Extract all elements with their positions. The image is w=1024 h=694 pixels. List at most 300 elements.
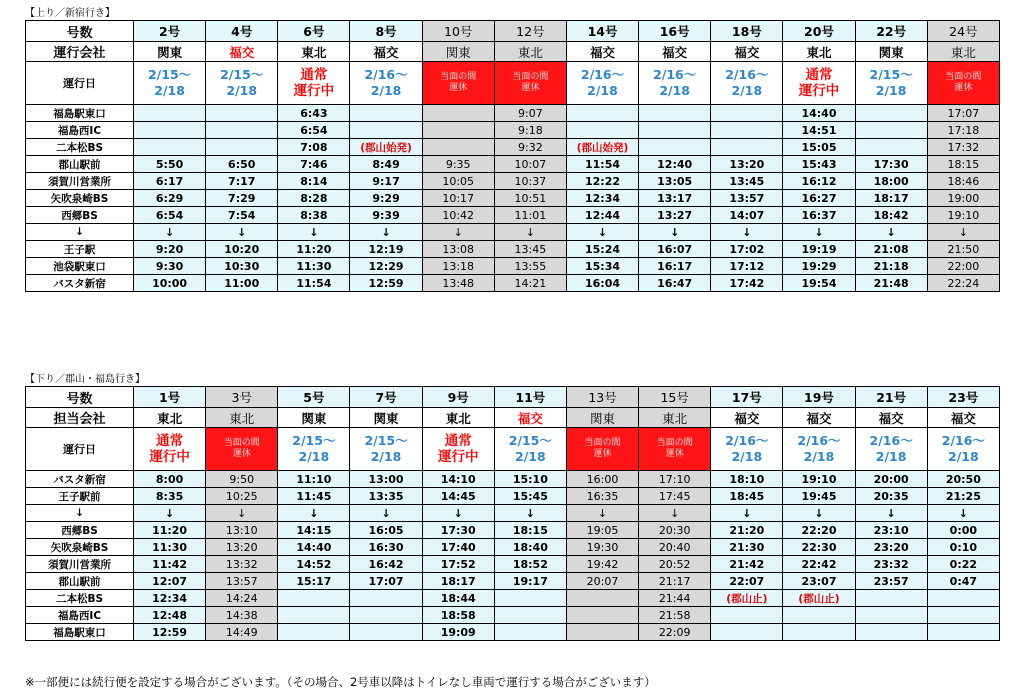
departure-time: 15:45 — [494, 488, 566, 505]
operator-company: 福交 — [350, 42, 422, 62]
departure-time: 6:54 — [134, 207, 206, 224]
stop-row — [26, 624, 1000, 641]
departure-time: 17:07 — [350, 573, 422, 590]
departure-time: 17:30 — [855, 156, 927, 173]
departure-time: 18:00 — [855, 173, 927, 190]
operation-day-line: 運休 — [232, 449, 251, 459]
stop-name: 矢吹泉崎BS — [26, 539, 134, 556]
operation-day-line: 運休 — [954, 83, 973, 93]
departure-time: 13:45 — [494, 241, 566, 258]
departure-time: ↓ — [494, 224, 566, 241]
departure-time: 6:54 — [278, 122, 350, 139]
stop-name: 二本松BS — [26, 139, 134, 156]
departure-time: 15:17 — [278, 573, 350, 590]
departure-time: 17:42 — [711, 275, 783, 292]
departure-time — [422, 122, 494, 139]
bus-number: 8号 — [350, 21, 422, 42]
operation-day-label: 運行日 — [26, 428, 134, 471]
operation-day — [927, 62, 999, 105]
departure-time — [566, 624, 638, 641]
operation-day — [278, 62, 350, 105]
bus-number: 6号 — [278, 21, 350, 42]
departure-time: 15:34 — [566, 258, 638, 275]
departure-time: 13:57 — [711, 190, 783, 207]
departure-time: 7:46 — [278, 156, 350, 173]
departure-time — [494, 624, 566, 641]
departure-time: ↓ — [206, 224, 278, 241]
departure-time: 17:45 — [639, 488, 711, 505]
departure-time: 21:58 — [639, 607, 711, 624]
departure-time — [855, 139, 927, 156]
departure-time: 19:42 — [566, 556, 638, 573]
departure-time: 11:30 — [134, 539, 206, 556]
operation-day-line: 運休 — [521, 83, 540, 93]
stop-row — [26, 173, 1000, 190]
stop-name: 福島駅東口 — [26, 105, 134, 122]
departure-time: 14:21 — [494, 275, 566, 292]
departure-time: 18:15 — [494, 522, 566, 539]
departure-time: 18:17 — [855, 190, 927, 207]
operation-day — [350, 428, 422, 471]
departure-time: 19:05 — [566, 522, 638, 539]
operation-day-line: 通常 — [156, 433, 184, 449]
departure-time — [350, 624, 422, 641]
departure-time: 19:09 — [422, 624, 494, 641]
operation-day-line: 当面の間 — [656, 438, 693, 448]
operation-day-line: 2/18 — [515, 449, 546, 464]
bus-number: 9号 — [422, 387, 494, 408]
bus-number: 5号 — [278, 387, 350, 408]
departure-time: ↓ — [855, 224, 927, 241]
stop-name: バスタ新宿 — [26, 275, 134, 292]
bus-number: 20号 — [783, 21, 855, 42]
operator-company: 福交 — [494, 408, 566, 428]
departure-time: ↓ — [927, 224, 999, 241]
departure-time: 23:57 — [855, 573, 927, 590]
departure-time: 18:52 — [494, 556, 566, 573]
stop-name: 須賀川営業所 — [26, 556, 134, 573]
departure-time: 22:42 — [783, 556, 855, 573]
stop-row — [26, 488, 1000, 505]
operation-day-line: 2/15～ — [147, 67, 192, 82]
stop-name: ↓ — [26, 224, 134, 241]
operation-day-line: 当面の間 — [512, 72, 549, 82]
operation-day — [855, 62, 927, 105]
operation-day-line: 通常 — [805, 67, 833, 83]
departure-time: 0:00 — [927, 522, 999, 539]
stop-row — [26, 224, 1000, 241]
departure-time: 12:59 — [350, 275, 422, 292]
bus-number: 7号 — [350, 387, 422, 408]
stop-row — [26, 139, 1000, 156]
bus-number: 22号 — [855, 21, 927, 42]
operation-day — [350, 62, 422, 105]
departure-time: 21:17 — [639, 573, 711, 590]
departure-time: 17:02 — [711, 241, 783, 258]
stop-name: 福島西IC — [26, 607, 134, 624]
departure-time — [711, 105, 783, 122]
departure-time: 16:42 — [350, 556, 422, 573]
stop-name: バスタ新宿 — [26, 471, 134, 488]
departure-time — [639, 105, 711, 122]
operation-day — [134, 62, 206, 105]
bus-number: 16号 — [639, 21, 711, 42]
departure-time: 13:57 — [206, 573, 278, 590]
departure-time — [711, 139, 783, 156]
departure-time — [566, 105, 638, 122]
departure-time — [639, 122, 711, 139]
departure-time: 10:42 — [422, 207, 494, 224]
departure-time — [494, 590, 566, 607]
operation-day-row — [26, 428, 1000, 471]
departure-time: 15:43 — [783, 156, 855, 173]
operator-company: 福交 — [639, 42, 711, 62]
departure-time: 16:35 — [566, 488, 638, 505]
departure-time: 12:59 — [134, 624, 206, 641]
operation-day-label: 運行日 — [26, 62, 134, 105]
operation-day-line: 運休 — [449, 83, 468, 93]
departure-time: 22:09 — [639, 624, 711, 641]
operation-day — [783, 62, 855, 105]
up-section-title: 【上り／新宿行き】 — [25, 8, 115, 19]
bus-number: 18号 — [711, 21, 783, 42]
departure-time: 13:27 — [639, 207, 711, 224]
bus-number: 14号 — [566, 21, 638, 42]
departure-time: 18:42 — [855, 207, 927, 224]
departure-time — [927, 590, 999, 607]
operation-day-line: 通常 — [444, 433, 472, 449]
departure-time — [422, 139, 494, 156]
operation-day — [927, 428, 999, 471]
up-timetable-section — [25, 8, 1000, 292]
departure-time: 9:07 — [494, 105, 566, 122]
departure-time: 10:00 — [134, 275, 206, 292]
operation-day — [422, 62, 494, 105]
departure-time: 10:17 — [422, 190, 494, 207]
departure-time: 16:30 — [350, 539, 422, 556]
operation-day-line: 2/18 — [731, 449, 763, 464]
departure-time: 13:08 — [422, 241, 494, 258]
stop-name: 西郷BS — [26, 522, 134, 539]
departure-time — [783, 590, 855, 607]
operation-day — [566, 428, 638, 471]
departure-time: 6:29 — [134, 190, 206, 207]
departure-time: 13:10 — [206, 522, 278, 539]
departure-time: 14:40 — [783, 105, 855, 122]
operation-day-line: 運休 — [665, 449, 684, 459]
departure-time: 20:40 — [639, 539, 711, 556]
bus-number: 13号 — [566, 387, 638, 408]
departure-time: ↓ — [639, 224, 711, 241]
stop-row — [26, 539, 1000, 556]
departure-time: ↓ — [350, 505, 422, 522]
departure-time: 7:08 — [278, 139, 350, 156]
departure-time: ↓ — [350, 224, 422, 241]
departure-time: 12:22 — [566, 173, 638, 190]
departure-time: 18:10 — [711, 471, 783, 488]
operator-company: 東北 — [278, 42, 350, 62]
bus-number: 17号 — [711, 387, 783, 408]
departure-time — [278, 607, 350, 624]
operator-company: 関東 — [350, 408, 422, 428]
departure-time: 13:20 — [206, 539, 278, 556]
departure-time — [134, 122, 206, 139]
departure-time: 20:07 — [566, 573, 638, 590]
departure-time: 19:10 — [783, 471, 855, 488]
operation-day — [494, 428, 566, 471]
departure-time — [855, 122, 927, 139]
bus-number: 23号 — [927, 387, 999, 408]
departure-time: 21:44 — [639, 590, 711, 607]
departure-time: 23:07 — [783, 573, 855, 590]
departure-time: ↓ — [134, 505, 206, 522]
operation-day-line: 2/18 — [731, 83, 763, 98]
departure-time — [711, 607, 783, 624]
departure-time: 8:00 — [134, 471, 206, 488]
departure-time: 10:07 — [494, 156, 566, 173]
operation-day-line: 2/15～ — [869, 67, 913, 82]
departure-time: 8:14 — [278, 173, 350, 190]
stop-row — [26, 122, 1000, 139]
departure-time: 16:07 — [639, 241, 711, 258]
operation-day — [711, 62, 783, 105]
departure-time: 21:30 — [711, 539, 783, 556]
operation-day-line: 2/18 — [298, 449, 330, 464]
operation-day — [206, 62, 278, 105]
operator-company: 関東 — [134, 42, 206, 62]
departure-time: 5:50 — [134, 156, 206, 173]
operation-day-line: 2/15～ — [508, 433, 552, 448]
departure-time: ↓ — [566, 224, 638, 241]
departure-time: 13:17 — [639, 190, 711, 207]
departure-time: 14:07 — [711, 207, 783, 224]
departure-time: 18:15 — [927, 156, 999, 173]
departure-time — [350, 105, 422, 122]
departure-time: ↓ — [639, 505, 711, 522]
up-timetable — [25, 20, 1000, 292]
operation-day-line: 2/18 — [803, 449, 835, 464]
timetable-note: (郡山始発) — [360, 141, 412, 154]
operation-day-line: 運休 — [593, 449, 612, 459]
stop-row — [26, 275, 1000, 292]
bus-number: 15号 — [639, 387, 711, 408]
departure-time — [783, 624, 855, 641]
operator-company: 東北 — [783, 42, 855, 62]
operation-day-line: 通常 — [300, 67, 328, 83]
operation-day-row — [26, 62, 1000, 105]
departure-time: 12:44 — [566, 207, 638, 224]
stop-name: 須賀川営業所 — [26, 173, 134, 190]
stop-name: 王子駅 — [26, 241, 134, 258]
departure-time: ↓ — [711, 224, 783, 241]
operation-day — [639, 428, 711, 471]
operator-company: 東北 — [639, 408, 711, 428]
operation-day-line: 2/16～ — [364, 67, 408, 82]
bus-number: 11号 — [494, 387, 566, 408]
operator-company: 関東 — [278, 408, 350, 428]
departure-time: 13:35 — [350, 488, 422, 505]
company-row — [26, 42, 1000, 62]
departure-time — [350, 607, 422, 624]
operator-company: 福交 — [566, 42, 638, 62]
bus-number: 21号 — [855, 387, 927, 408]
operation-day — [494, 62, 566, 105]
departure-time: 13:20 — [711, 156, 783, 173]
departure-time — [855, 590, 927, 607]
departure-time: 11:00 — [206, 275, 278, 292]
departure-time: 9:29 — [350, 190, 422, 207]
departure-time: 10:30 — [206, 258, 278, 275]
footnote: ※一部便には続行便を設定する場合がございます。（その場合、2号車以降はトイレなし車両で運行する場合がございます） — [25, 675, 656, 689]
departure-time: 14:40 — [278, 539, 350, 556]
stop-name: 王子駅前 — [26, 488, 134, 505]
departure-time: ↓ — [566, 505, 638, 522]
departure-time: 9:20 — [134, 241, 206, 258]
departure-time: 20:00 — [855, 471, 927, 488]
departure-time — [711, 624, 783, 641]
departure-time: 19:29 — [783, 258, 855, 275]
departure-time: 17:07 — [927, 105, 999, 122]
departure-time: ↓ — [855, 505, 927, 522]
departure-time: ↓ — [927, 505, 999, 522]
departure-time: ↓ — [278, 224, 350, 241]
departure-time: 10:37 — [494, 173, 566, 190]
operation-day-line: 2/16～ — [797, 433, 841, 448]
operation-day-line: 運行中 — [293, 83, 335, 99]
timetable-note: (郡山止) — [726, 592, 768, 605]
departure-time: 14:45 — [422, 488, 494, 505]
operator-company: 福交 — [783, 408, 855, 428]
operation-day — [855, 428, 927, 471]
departure-time: 10:25 — [206, 488, 278, 505]
departure-time: 22:20 — [783, 522, 855, 539]
departure-time — [206, 122, 278, 139]
departure-time: 16:17 — [639, 258, 711, 275]
operation-day-line: 運行中 — [798, 83, 840, 99]
stop-row — [26, 556, 1000, 573]
departure-time: 12:34 — [134, 590, 206, 607]
departure-time: 13:45 — [711, 173, 783, 190]
departure-time: 8:49 — [350, 156, 422, 173]
stop-row — [26, 156, 1000, 173]
bus-number: 3号 — [206, 387, 278, 408]
departure-time: ↓ — [278, 505, 350, 522]
departure-time: 21:25 — [927, 488, 999, 505]
header-row — [26, 21, 1000, 42]
departure-time — [855, 624, 927, 641]
operation-day — [639, 62, 711, 105]
departure-time: 14:24 — [206, 590, 278, 607]
departure-time: 16:12 — [783, 173, 855, 190]
departure-time: 12:48 — [134, 607, 206, 624]
operation-day-line: 2/18 — [875, 83, 907, 98]
departure-time — [711, 590, 783, 607]
operator-company: 福交 — [855, 408, 927, 428]
departure-time: 19:10 — [927, 207, 999, 224]
stop-name: 福島駅東口 — [26, 624, 134, 641]
departure-time: 11:30 — [278, 258, 350, 275]
departure-time: 17:10 — [639, 471, 711, 488]
departure-time — [855, 607, 927, 624]
departure-time: 10:51 — [494, 190, 566, 207]
operation-day — [206, 428, 278, 471]
departure-time: 9:35 — [422, 156, 494, 173]
departure-time: 9:50 — [206, 471, 278, 488]
departure-time: 13:32 — [206, 556, 278, 573]
departure-time — [566, 122, 638, 139]
departure-time: 11:54 — [566, 156, 638, 173]
departure-time: 17:18 — [927, 122, 999, 139]
departure-time — [206, 105, 278, 122]
operator-company: 東北 — [927, 42, 999, 62]
operation-day-line: 2/15～ — [292, 433, 336, 448]
departure-time: ↓ — [783, 505, 855, 522]
departure-time: ↓ — [206, 505, 278, 522]
timetable-note: (郡山始発) — [576, 141, 629, 154]
departure-time: 15:05 — [783, 139, 855, 156]
departure-time: 16:00 — [566, 471, 638, 488]
operation-day — [783, 428, 855, 471]
departure-time — [927, 607, 999, 624]
departure-time: 14:15 — [278, 522, 350, 539]
operation-day-line: 運行中 — [149, 449, 190, 465]
operation-day-line: 2/18 — [948, 449, 979, 464]
departure-time: 6:17 — [134, 173, 206, 190]
departure-time: 13:55 — [494, 258, 566, 275]
departure-time: 11:01 — [494, 207, 566, 224]
departure-time — [350, 122, 422, 139]
operator-company: 福交 — [206, 42, 278, 62]
departure-time: 23:10 — [855, 522, 927, 539]
stop-row — [26, 505, 1000, 522]
departure-time: 18:46 — [927, 173, 999, 190]
stop-row — [26, 522, 1000, 539]
operation-day-line: 2/16～ — [653, 67, 697, 82]
operator-company: 関東 — [422, 42, 494, 62]
departure-time: 20:35 — [855, 488, 927, 505]
bus-number: 12号 — [494, 21, 566, 42]
operation-day-line: 2/18 — [154, 83, 185, 98]
stop-name: 郡山駅前 — [26, 156, 134, 173]
departure-time: 0:47 — [927, 573, 999, 590]
stop-row — [26, 607, 1000, 624]
departure-time: 22:07 — [711, 573, 783, 590]
departure-time: 14:49 — [206, 624, 278, 641]
departure-time: 13:48 — [422, 275, 494, 292]
departure-time: 23:32 — [855, 556, 927, 573]
departure-time — [566, 590, 638, 607]
departure-time: 17:40 — [422, 539, 494, 556]
operator-company: 東北 — [206, 408, 278, 428]
departure-time — [134, 105, 206, 122]
departure-time: 22:24 — [927, 275, 999, 292]
departure-time: 12:07 — [134, 573, 206, 590]
departure-time: 10:05 — [422, 173, 494, 190]
company-label: 担当会社 — [26, 408, 134, 428]
stop-row — [26, 258, 1000, 275]
operator-company: 福交 — [711, 408, 783, 428]
departure-time — [134, 139, 206, 156]
departure-time — [566, 139, 638, 156]
departure-time: 16:04 — [566, 275, 638, 292]
departure-time: 12:40 — [639, 156, 711, 173]
departure-time: 9:39 — [350, 207, 422, 224]
departure-time — [350, 590, 422, 607]
departure-time — [350, 139, 422, 156]
departure-time: 19:30 — [566, 539, 638, 556]
operation-day-line: 2/16～ — [580, 67, 625, 82]
bus-number: 19号 — [783, 387, 855, 408]
